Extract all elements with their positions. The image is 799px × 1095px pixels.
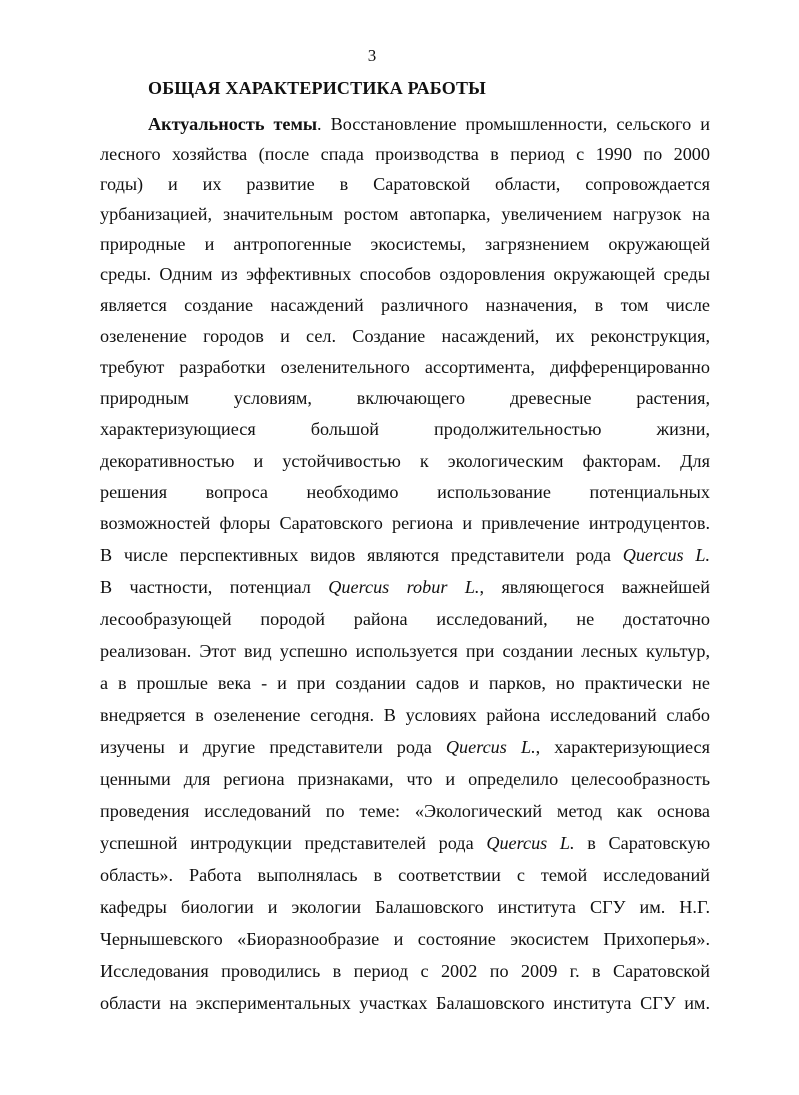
- paragraph-line: В числе перспективных видов являются представители рода Quercus L.: [100, 545, 711, 565]
- paragraph-line: реализован. Этот вид успешно используется при создании лесных культур,: [100, 641, 710, 661]
- paragraph-line: озеленение городов и сел. Создание насаждений, их реконструкция,: [100, 326, 710, 346]
- paragraph-line: В частности, потенциал Quercus robur L., являющегося важнейшей: [100, 577, 710, 597]
- paragraph-line: возможностей флоры Саратовского региона и привлечение интродуцентов.: [100, 513, 710, 533]
- paragraph-line: лесного хозяйства (после спада производства в период с 1990 по 2000: [100, 144, 710, 164]
- paragraph-line: среды. Одним из эффективных способов оздоровления окружающей среды: [100, 264, 710, 284]
- paragraph-line: лесообразующей породой района исследований, не достаточно: [100, 609, 710, 629]
- paragraph-line: ценными для региона признаками, что и определило целесообразность: [100, 769, 710, 789]
- paragraph-line: декоративностью и устойчивостью к экологическим факторам. Для: [100, 451, 710, 471]
- paragraph-line: урбанизацией, значительным ростом автопарка, увеличением нагрузок на: [100, 204, 710, 224]
- paragraph-line: решения вопроса необходимо использование потенциальных: [100, 482, 710, 502]
- paragraph-line: а в прошлые века - и при создании садов и парков, но практически не: [100, 673, 710, 693]
- taxon-name: Quercus L.: [486, 833, 575, 853]
- paragraph-line: изучены и другие представители рода Quercus L., характеризующиеся: [100, 737, 710, 757]
- paragraph-line: является создание насаждений различного назначения, в том числе: [100, 295, 710, 315]
- paragraph-line: область». Работа выполнялась в соответствии с темой исследований: [100, 865, 710, 885]
- paragraph-line: требуют разработки озеленительного ассортимента, дифференцированно: [100, 357, 710, 377]
- paragraph-line: Актуальность темы. Восстановление промышленности, сельского и: [148, 114, 710, 134]
- section-heading: ОБЩАЯ ХАРАКТЕРИСТИКА РАБОТЫ: [148, 78, 487, 98]
- lead-term: Актуальность темы: [148, 114, 318, 134]
- paragraph-line: характеризующиеся большой продолжительностью жизни,: [100, 419, 710, 439]
- paragraph-line: годы) и их развитие в Саратовской области, сопровождается: [100, 174, 710, 194]
- paragraph-line: области на экспериментальных участках Балашовского института СГУ им.: [100, 993, 710, 1013]
- paragraph-line: природным условиям, включающего древесные растения,: [100, 388, 710, 408]
- paragraph-line: кафедры биологии и экологии Балашовского института СГУ им. Н.Г.: [100, 897, 710, 917]
- taxon-name: Quercus L.: [622, 545, 711, 565]
- taxon-name: Quercus L.: [445, 737, 536, 757]
- paragraph-line: успешной интродукции представителей рода Quercus L. в Саратовскую: [100, 833, 711, 853]
- paragraph-line: Чернышевского «Биоразнообразие и состояние экосистем Прихоперья».: [100, 929, 710, 949]
- paragraph-line: внедряется в озеленение сегодня. В условиях района исследований слабо: [100, 705, 710, 725]
- paragraph-line: проведения исследований по теме: «Экологический метод как основа: [100, 801, 710, 821]
- paragraph-line: Исследования проводились в период с 2002 по 2009 г. в Саратовской: [100, 961, 710, 981]
- page-number: 3: [367, 46, 377, 65]
- paragraph-line: природные и антропогенные экосистемы, загрязнением окружающей: [100, 234, 710, 254]
- taxon-name: Quercus robur L.: [328, 577, 480, 597]
